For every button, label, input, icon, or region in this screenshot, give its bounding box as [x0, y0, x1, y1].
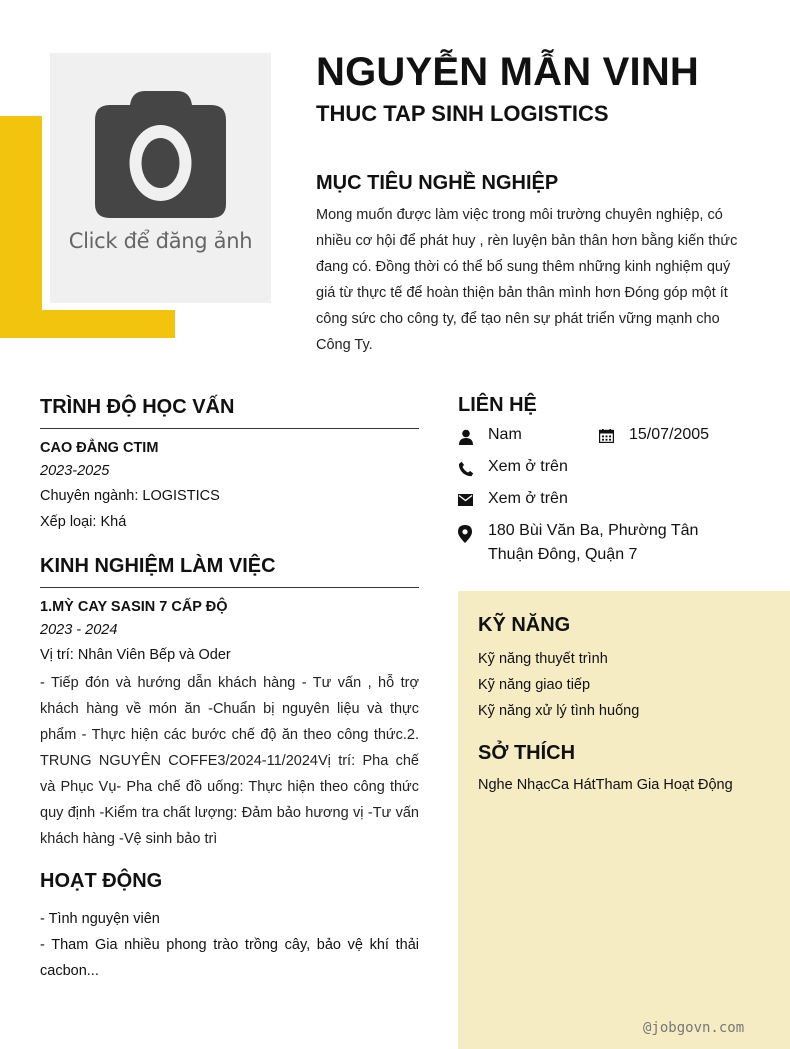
location-pin-icon [458, 525, 472, 543]
contact-heading: LIÊN HỆ [458, 394, 537, 416]
education-major: Chuyên ngành: LOGISTICS [40, 488, 220, 504]
camera-icon [95, 89, 226, 219]
list-item: - Tham Gia nhiều phong trào trồng cây, bảo vệ khí thải cacbon... [40, 937, 419, 979]
hobbies-heading: SỞ THÍCH [478, 742, 576, 764]
job-title: THUC TAP SINH LOGISTICS [316, 101, 609, 126]
list-item: - Tình nguyện viên [40, 911, 160, 927]
contact-address-line-2: Thuận Đông, Quận 7 [488, 546, 638, 563]
decorative-accent-bar-vertical [0, 116, 42, 338]
education-school: CAO ĐẲNG CTIM [40, 440, 159, 456]
experience-position: Vị trí: Nhân Viên Bếp và Oder [40, 647, 231, 663]
hobbies-text: Nghe NhạcCa HátTham Gia Hoạt Động [478, 777, 733, 793]
contact-birthday: 15/07/2005 [629, 426, 710, 443]
contact-phone[interactable]: Xem ở trên [488, 458, 568, 475]
activities-list [40, 906, 419, 984]
experience-company: 1.MỲ CAY SASIN 7 CẤP ĐỘ [40, 599, 228, 615]
section-divider [40, 587, 419, 588]
experience-description: - Tiếp đón và hướng dẫn khách hàng - Tư vấn , hỗ trợ khách hàng về món ăn -Chuẩn bị nguyên liệu và thực phẩm - Thực hiện các bước chế độ ăn theo công thức.2. TRUNG NGUYÊN COFFE3/2024-11/2024Vị trí: Pha chế và Phục Vụ- Pha chế đồ uống: Thực hiện theo công thức quy định -Kiểm tra chất lượng: Đảm bảo hương vị -Tư vấn khách hàng -Vệ sinh bảo trì [40, 675, 419, 847]
skills-heading: KỸ NĂNG [478, 614, 571, 636]
person-icon [458, 429, 474, 445]
objective-heading: MỤC TIÊU NGHỀ NGHIỆP [316, 172, 559, 194]
contact-address-line-1: 180 Bùi Văn Ba, Phường Tân [488, 522, 699, 539]
education-heading: TRÌNH ĐỘ HỌC VẤN [40, 396, 235, 418]
skills-list [478, 646, 639, 724]
contact-gender: Nam [488, 426, 522, 443]
contact-email[interactable]: Xem ở trên [488, 490, 568, 507]
profile-photo-upload[interactable] [50, 53, 271, 303]
list-item: Kỹ năng giao tiếp [478, 677, 591, 693]
candidate-name: NGUYỄN MẪN VINH [316, 50, 700, 94]
phone-icon [458, 461, 474, 477]
experience-period: 2023 - 2024 [40, 622, 118, 638]
decorative-accent-bar-horizontal [0, 310, 175, 338]
education-period: 2023-2025 [40, 463, 110, 479]
objective-text: Mong muốn được làm việc trong môi trường chuyên nghiệp, có nhiều cơ hội để phát huy , rèn luyện bản thân hơn bằng kiến thức đang có. Đồng thời có thể bổ sung thêm những kinh nghiệm quý giá từ thực tế để hoàn thiện bản thân mình hơn Đóng góp một ít công sức cho công ty, để tạo nên sự phát triển vững mạnh cho Công Ty. [316, 207, 738, 353]
calendar-icon [599, 429, 614, 443]
list-item: Kỹ năng thuyết trình [478, 651, 608, 667]
watermark: @jobgovn.com [643, 1020, 745, 1036]
activities-heading: HOẠT ĐỘNG [40, 870, 163, 892]
section-divider [40, 428, 419, 429]
list-item: Kỹ năng xử lý tình huống [478, 703, 640, 719]
photo-upload-caption: Click để đăng ảnh [68, 229, 253, 253]
mail-icon [458, 494, 473, 506]
experience-heading: KINH NGHIỆM LÀM VIỆC [40, 555, 276, 577]
education-rank: Xếp loại: Khá [40, 514, 127, 530]
